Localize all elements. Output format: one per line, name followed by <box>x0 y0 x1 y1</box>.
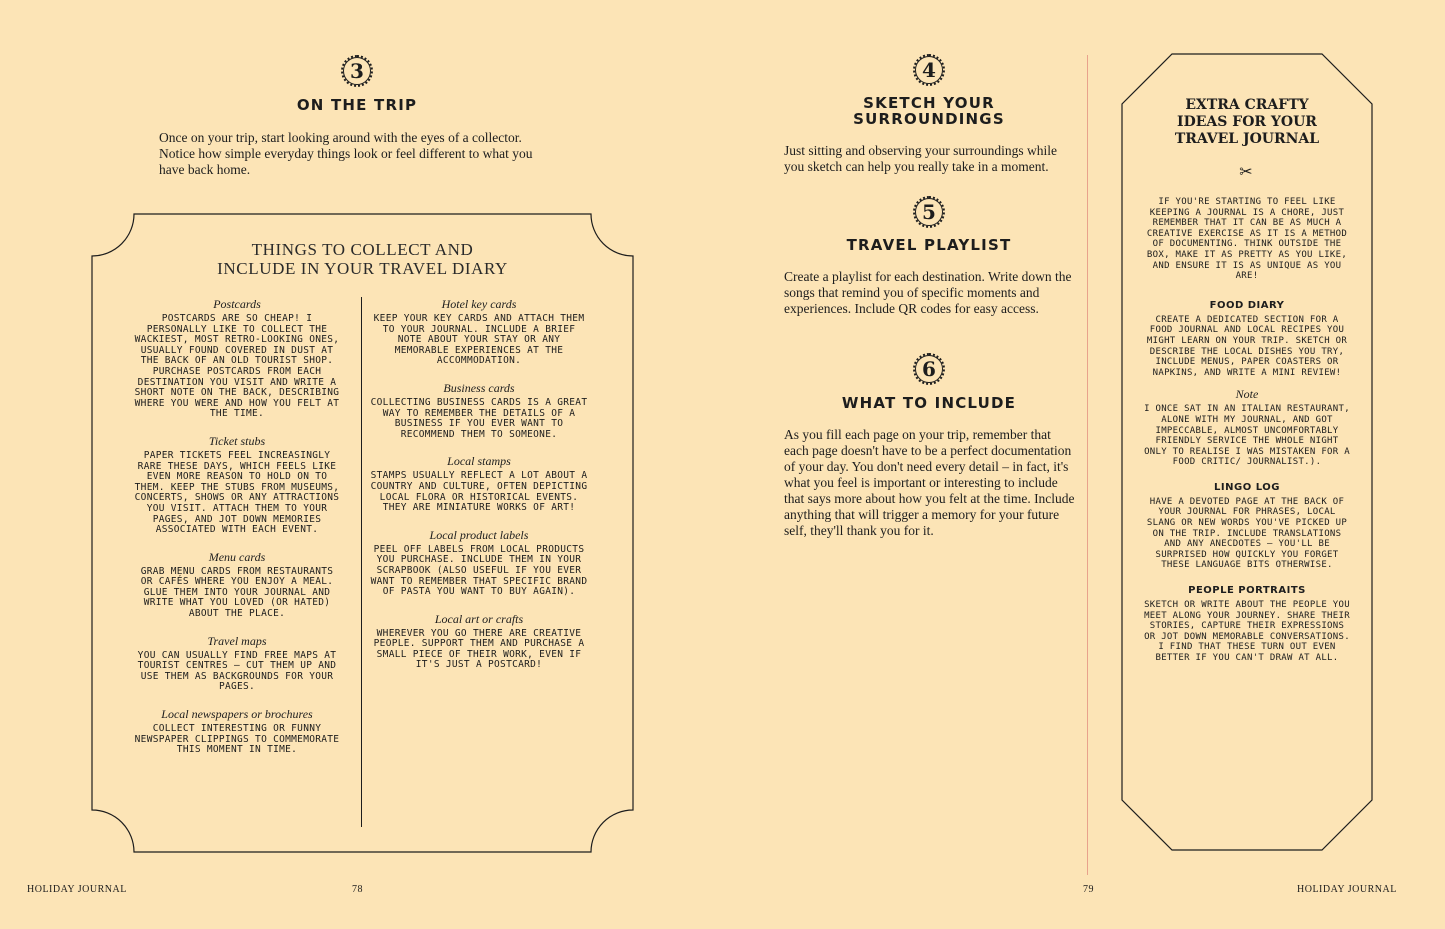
lingo-log-text: HAVE A DEVOTED PAGE AT THE BACK OF YOUR JOURNAL FOR PHRASES, LOCAL SLANG OR NEW WORDS YOU'VE PICKED UP ON THE TRIP. INCLUDE TRANSLATIONS AND ANY ANECDOTES – YOU'LL BE SURPRISED HOW QUICKLY YOU FORGET THESE LANGUAGE BITS OTHERWISE. <box>1146 496 1348 571</box>
collect-item-business-cards <box>370 381 588 440</box>
collect-item-text: GRAB MENU CARDS FROM RESTAURANTS OR CAFÉS WHERE YOU ENJOY A MEAL. GLUE THEM INTO YOUR JOURNAL AND WRITE WHAT YOU LOVED (OR HATED) ABOUT THE PLACE. <box>140 565 334 620</box>
section-5-number-badge <box>913 196 945 228</box>
collect-item-text: WHEREVER YOU GO THERE ARE CREATIVE PEOPLE. SUPPORT THEM AND PURCHASE A SMALL PIECE OF THEIR WORK, EVEN IF IT'S JUST A POSTCARD! <box>373 627 585 671</box>
collect-item-text: STAMPS USUALLY REFLECT A LOT ABOUT A COUNTRY AND CULTURE, OFTEN DEPICTING LOCAL FLORA OR HISTORICAL EVENTS. THEY ARE MINIATURE WORKS OF ART! <box>370 470 588 514</box>
collect-box-column-divider <box>361 297 362 827</box>
collect-item-title: Local stamps <box>447 454 511 469</box>
collect-item-text: PAPER TICKETS FEEL INCREASINGLY RARE THESE DAYS, WHICH FEELS LIKE EVEN MORE REASON TO HOLD ON TO THEM. KEEP THE STUBS FROM MUSEUMS, CONCERTS, SHOWS OR ANY ATTRACTIONS YOU VISIT. ATTACH THEM TO YOUR PAGES, AND JOT DOWN MEMORIES ASSOCIATED WITH EACH EVENT. <box>134 449 340 536</box>
sidebar-title-line1: EXTRA CRAFTY <box>1185 97 1309 113</box>
collect-item-text: YOU CAN USUALLY FIND FREE MAPS AT TOURIST CENTRES – CUT THEM UP AND USE THEM AS BACKGROUNDS FOR YOUR PAGES. <box>137 649 337 693</box>
section-4-heading-line2: SURROUNDINGS <box>853 110 1005 128</box>
right-footer-title: HOLIDAY JOURNAL <box>1297 884 1397 895</box>
collect-item-title: Local newspapers or brochures <box>161 707 313 722</box>
section-4-number: 4 <box>915 56 943 84</box>
collect-item-title: Hotel key cards <box>441 297 517 311</box>
sidebar-title-line2: IDEAS FOR YOUR <box>1177 114 1317 130</box>
section-3-body: Once on your trip, start looking around with the eyes of a collector. Notice how simple everyday things look or feel different to what you have back home. <box>159 130 533 177</box>
people-portraits-heading: PEOPLE PORTRAITS <box>1188 585 1306 597</box>
collect-right-column <box>370 297 588 680</box>
collect-item-title: Travel maps <box>207 633 267 648</box>
right-page-number: 79 <box>1083 884 1094 895</box>
section-5-heading: TRAVEL PLAYLIST <box>846 236 1012 254</box>
left-page-number: 78 <box>352 884 363 895</box>
collect-item-ticket-stubs <box>132 434 342 536</box>
collect-box-title-line1: THINGS TO COLLECT AND <box>251 240 474 259</box>
scissors-icon: ✂ <box>1239 162 1253 181</box>
section-6-number: 6 <box>915 355 943 383</box>
collect-item-travel-maps <box>132 634 342 693</box>
section-5-body: Create a playlist for each destination. Write down the songs that remind you of specific moments and experiences. Include QR codes for easy access. <box>784 269 1072 316</box>
section-6-heading: WHAT TO INCLUDE <box>841 394 1017 412</box>
collect-item-title: Business cards <box>443 380 515 395</box>
section-4-heading-line1: SKETCH YOUR <box>863 94 995 112</box>
collect-item-postcards <box>132 297 342 420</box>
note-text: I ONCE SAT IN AN ITALIAN RESTAURANT, ALONE WITH MY JOURNAL, AND GOT IMPECCABLE, ALMOST UNCOMFORTABLY FRIENDLY SERVICE THE WHOLE NIGHT ONLY TO REALISE I WAS MISTAKEN FOR A FOOD CRITIC/ JOURNALIST.). <box>1144 404 1350 468</box>
collect-item-text: KEEP YOUR KEY CARDS AND ATTACH THEM TO YOUR JOURNAL. INCLUDE A BRIEF NOTE ABOUT YOUR STAY OR ANY MEMORABLE EXPERIENCES AT THE ACCOMMODATION. <box>373 313 585 367</box>
sidebar-content <box>1143 197 1351 664</box>
section-6-number-badge <box>913 353 945 385</box>
collect-item-product-labels <box>370 528 588 598</box>
collect-box-title-line2: INCLUDE IN YOUR TRAVEL DIARY <box>217 259 508 278</box>
collect-item-title: Local art or crafts <box>434 611 524 626</box>
collect-item-title: Menu cards <box>208 549 266 564</box>
section-3-number: 3 <box>343 57 371 85</box>
section-4-body: Just sitting and observing your surroundings while you sketch can help you really take in a moment. <box>784 143 1057 174</box>
collect-item-title: Local product labels <box>429 527 529 542</box>
lingo-log-heading: LINGO LOG <box>1214 481 1280 493</box>
collect-item-text: COLLECTING BUSINESS CARDS IS A GREAT WAY TO REMEMBER THE DETAILS OF A BUSINESS IF YOU EVER WANT TO RECOMMEND THEM TO SOMEONE. <box>370 396 588 440</box>
collect-item-title: Postcards <box>213 297 261 311</box>
section-3-number-badge <box>341 55 373 87</box>
collect-item-hotel-key-cards <box>370 297 588 367</box>
section-5-number: 5 <box>915 198 943 226</box>
page-gutter-line <box>1087 55 1088 875</box>
collect-item-local-stamps <box>370 454 588 513</box>
section-3-heading: ON THE TRIP <box>296 96 418 114</box>
section-4-number-badge <box>913 54 945 86</box>
section-6-body: As you fill each page on your trip, remember that each page doesn't have to be a perfect documentation of your day. You don't need every detail – in fact, it's what you feel is important or interesting to include that says more about how you felt at the time. Include anything that will trigger a memory for your future self, they'll thank you for it. <box>784 427 1075 538</box>
collect-item-menu-cards <box>132 550 342 620</box>
collect-item-title: Ticket stubs <box>208 433 266 448</box>
note-heading: Note <box>1235 387 1259 402</box>
collect-item-text: POSTCARDS ARE SO CHEAP! I PERSONALLY LIKE TO COLLECT THE WACKIEST, MOST RETRO-LOOKING ONES, USUALLY FOUND COVERED IN DUST AT THE BACK OF AN OLD TOURIST SHOP. PURCHASE POSTCARDS FROM EACH DESTINATION YOU VISIT AND WRITE A SHORT NOTE ON THE BACK, DESCRIBING WHERE YOU WERE AND HOW YOU FELT AT THE TIME. <box>134 313 340 420</box>
people-portraits-text: SKETCH OR WRITE ABOUT THE PEOPLE YOU MEET ALONG YOUR JOURNEY. SHARE THEIR STORIES, CAPTURE THEIR EXPRESSIONS OR JOT DOWN MEMORABLE CONVERSATIONS. I FIND THAT THESE TURN OUT EVEN BETTER IF YOU CAN'T DRAW AT ALL. <box>1144 600 1350 663</box>
sidebar-title <box>1150 97 1344 148</box>
left-footer-title: HOLIDAY JOURNAL <box>27 884 127 895</box>
collect-left-column <box>132 297 342 765</box>
collect-item-art-crafts <box>370 612 588 671</box>
food-diary-heading: FOOD DIARY <box>1209 299 1285 311</box>
collect-item-text: PEEL OFF LABELS FROM LOCAL PRODUCTS YOU PURCHASE. INCLUDE THEM IN YOUR SCRAPBOOK (ALSO USEFUL IF YOU EVER WANT TO REMEMBER THAT SPECIFIC BRAND OF PASTA YOU WANT TO BUY AGAIN). <box>370 543 588 598</box>
sidebar-title-line3: TRAVEL JOURNAL <box>1174 131 1320 147</box>
sidebar-intro: IF YOU'RE STARTING TO FEEL LIKE KEEPING A JOURNAL IS A CHORE, JUST REMEMBER THAT IT CAN BE AS MUCH A CREATIVE EXERCISE AS IT IS A METHOD OF DOCUMENTING. THINK OUTSIDE THE BOX, MAKE IT AS PRETTY AS YOU LIKE, AND ENSURE IT IS AS UNIQUE AS YOU ARE! <box>1146 197 1348 282</box>
food-diary-text: CREATE A DEDICATED SECTION FOR A FOOD JOURNAL AND LOCAL RECIPES YOU MIGHT LEARN ON YOUR TRIP. SKETCH OR DESCRIBE THE LOCAL DISHES YOU TRY, INCLUDE MENUS, PAPER COASTERS OR NAPKINS, AND WRITE A MINI REVIEW! <box>1146 314 1348 378</box>
collect-item-text: COLLECT INTERESTING OR FUNNY NEWSPAPER CLIPPINGS TO COMMEMORATE THIS MOMENT IN TIME. <box>134 723 340 756</box>
collect-item-newspapers <box>132 707 342 756</box>
